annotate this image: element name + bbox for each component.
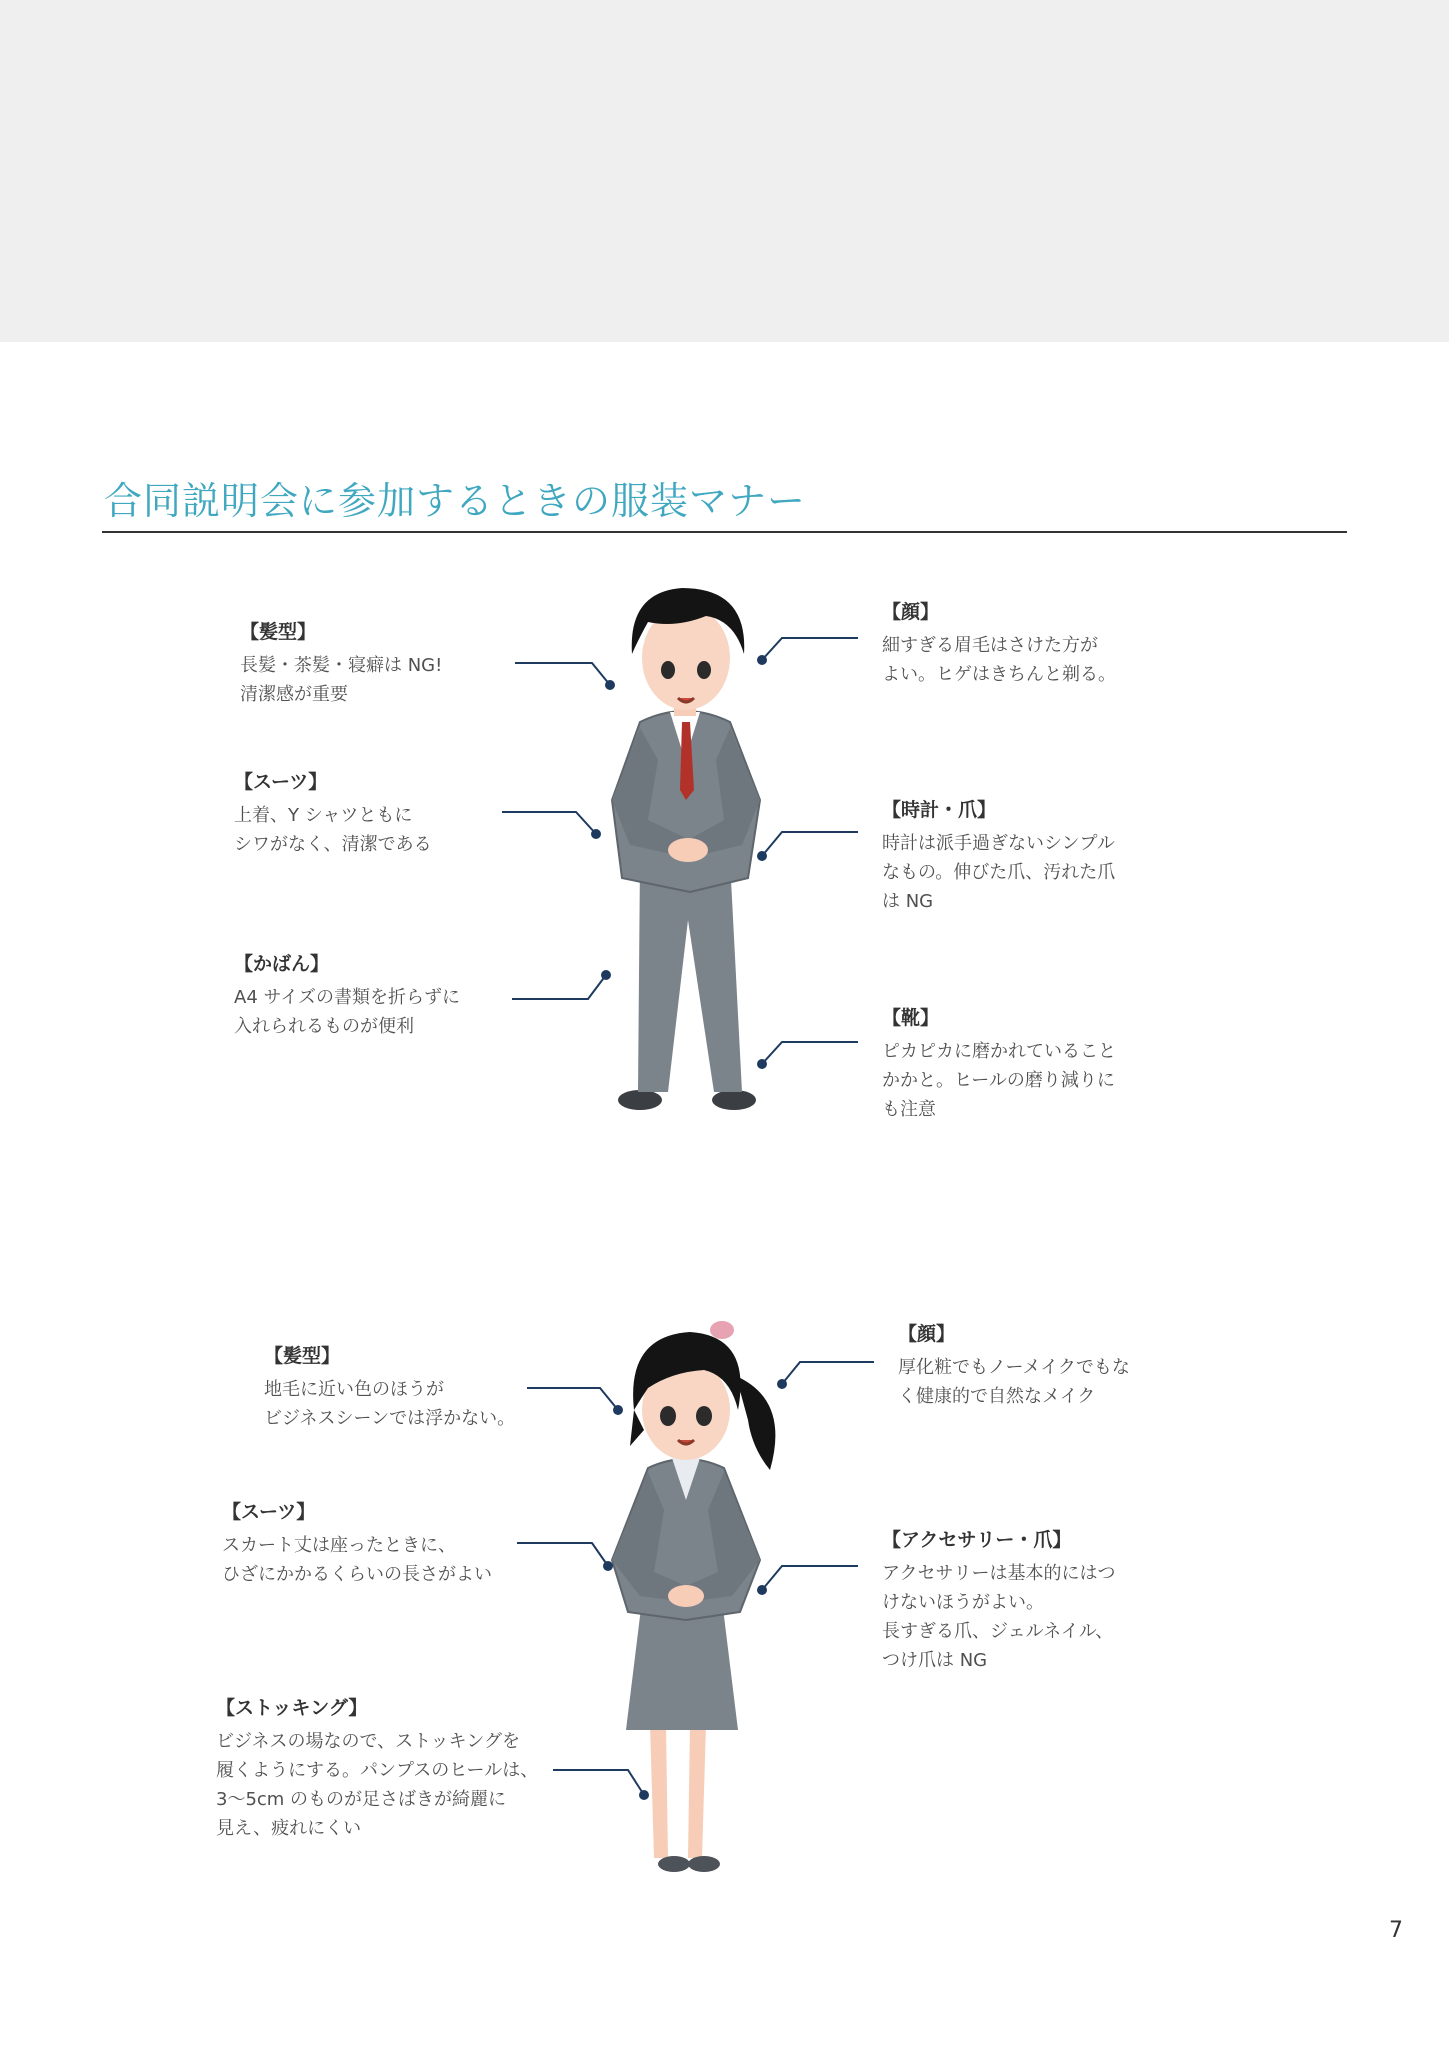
female-stockings-line-3: 3〜5cm のものが足さばきが綺麗に — [216, 1789, 507, 1810]
male-shoes-line-1: ピカピカに磨かれていること — [882, 1041, 1116, 1062]
female-stockings-line-1: ビジネスの場なので、ストッキングを — [216, 1731, 521, 1752]
male-watch-line-2: なもの。伸びた爪、汚れた爪 — [882, 862, 1116, 883]
female-hair-line-2: ビジネスシーンでは浮かない。 — [264, 1408, 516, 1429]
male-shoes-note — [882, 1004, 1116, 1124]
male-hair-note — [240, 618, 442, 709]
page-number: 7 — [1389, 1918, 1403, 1943]
male-shoes-line-2: かかと。ヒールの磨り減りに — [882, 1070, 1115, 1091]
male-suit-line-1: 上着、Y シャツともに — [234, 805, 413, 826]
male-face-heading: 【顔】 — [882, 601, 940, 623]
female-suit-line-2: ひざにかかるくらいの長さがよい — [222, 1564, 492, 1585]
male-watch-line-3: は NG — [882, 891, 934, 912]
male-suit-note — [234, 768, 432, 859]
female-stockings-line-4: 見え、疲れにくい — [216, 1818, 362, 1839]
male-hair-line-2: 清潔感が重要 — [240, 684, 348, 705]
male-bag-heading: 【かばん】 — [234, 953, 330, 975]
female-figure — [612, 1321, 775, 1872]
female-accessory-line-2: けないほうがよい。 — [882, 1592, 1044, 1613]
female-hair-line-1: 地毛に近い色のほうが — [264, 1379, 444, 1400]
male-figure — [612, 588, 760, 1110]
female-accessory-heading: 【アクセサリー・爪】 — [882, 1529, 1072, 1551]
female-accessory-line-4: つけ爪は NG — [882, 1650, 988, 1671]
male-hair-heading: 【髪型】 — [240, 621, 317, 643]
male-suit-line-2: シワがなく、清潔である — [234, 834, 432, 855]
male-watch-line-1: 時計は派手過ぎないシンプル — [882, 833, 1115, 854]
female-face-heading: 【顔】 — [898, 1323, 956, 1345]
male-watch-note — [882, 796, 1115, 916]
female-face-line-1: 厚化粧でもノーメイクでもな — [898, 1357, 1130, 1378]
female-accessory-line-1: アクセサリーは基本的にはつ — [882, 1563, 1116, 1584]
male-bag-line-1: A4 サイズの書類を折らずに — [234, 987, 461, 1008]
female-accessory-note — [882, 1526, 1115, 1675]
male-watch-heading: 【時計・爪】 — [882, 799, 997, 821]
male-bag-note — [234, 950, 460, 1041]
female-stockings-line-2: 履くようにする。パンプスのヒールは、 — [216, 1760, 539, 1781]
male-hair-line-1: 長髪・茶髪・寝癖は NG! — [240, 655, 443, 676]
male-shoes-heading: 【靴】 — [882, 1007, 940, 1029]
female-accessory-line-3: 長すぎる爪、ジェルネイル、 — [882, 1621, 1114, 1642]
female-face-note — [898, 1320, 1130, 1411]
page-title: 合同説明会に参加するときの服装マナー — [104, 479, 807, 523]
male-bag-line-2: 入れられるものが便利 — [234, 1016, 414, 1037]
female-hair-heading: 【髪型】 — [264, 1345, 341, 1367]
male-face-line-1: 細すぎる眉毛はさけた方が — [882, 635, 1098, 656]
female-stockings-heading: 【ストッキング】 — [216, 1697, 368, 1719]
female-stockings-note — [216, 1694, 538, 1843]
female-face-line-2: く健康的で自然なメイク — [898, 1386, 1096, 1407]
female-hair-note — [264, 1342, 515, 1433]
male-suit-heading: 【スーツ】 — [234, 771, 328, 793]
female-suit-heading: 【スーツ】 — [222, 1501, 316, 1523]
male-shoes-line-3: も注意 — [882, 1099, 936, 1120]
male-face-note — [882, 598, 1116, 689]
male-face-line-2: よい。ヒゲはきちんと剃る。 — [882, 664, 1116, 685]
female-suit-line-1: スカート丈は座ったときに、 — [222, 1535, 456, 1556]
female-suit-note — [222, 1498, 492, 1589]
